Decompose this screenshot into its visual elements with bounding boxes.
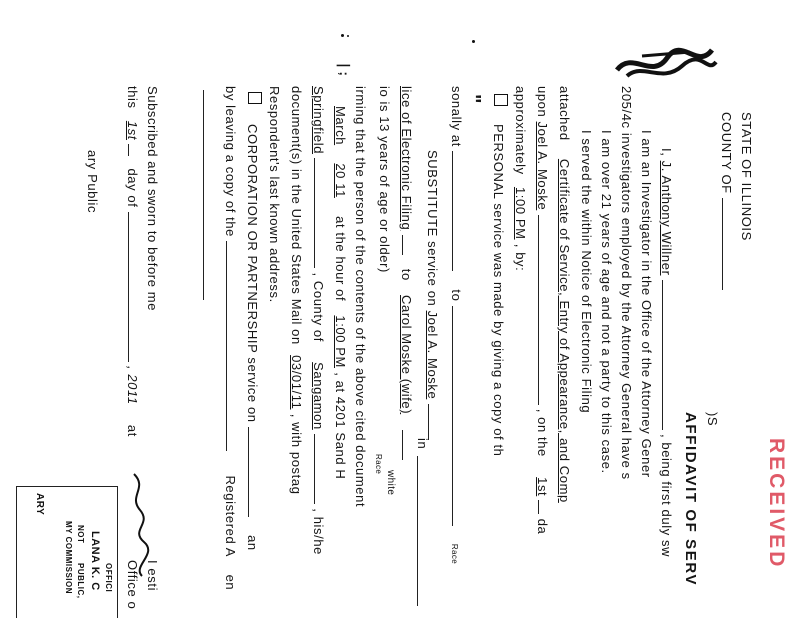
age-qualification-line: io is 13 years of age or older)	[377, 86, 392, 273]
stamp-ary: ARY	[34, 493, 45, 516]
affiant-line	[659, 148, 674, 557]
office-label: Office o	[125, 560, 140, 610]
last-known-line: Respondent's last known address.	[267, 86, 282, 303]
mail-date: 03/01/11	[289, 355, 304, 410]
city-line	[311, 86, 326, 555]
day-number: 1st	[535, 477, 550, 497]
hour-label: at the hour of	[333, 216, 348, 302]
affiant-prefix: I,	[659, 148, 674, 157]
stamp-not: NOT	[76, 525, 85, 544]
stamp-commission: MY COMMISSION	[64, 521, 73, 595]
substitute-name: Joel A. Moske	[425, 310, 440, 400]
day-of-blank	[128, 212, 140, 362]
affidavit-title: AFFIDAVIT OF SERV	[682, 412, 699, 587]
corporation-text: CORPORATION OR PARTNERSHIP service on	[245, 124, 260, 423]
substitute-race-label: Race	[374, 454, 383, 475]
hour-value: 1:00 PM	[333, 315, 348, 368]
corporation-an: an	[245, 535, 260, 551]
ss-mark: )S	[705, 412, 720, 427]
service-city: Springfield	[311, 86, 326, 155]
informing-text: irming that the person of the contents of the above cited document	[353, 86, 368, 508]
registered-label: Registered A	[223, 475, 238, 557]
notice-text: lice of Electronic Filing	[399, 86, 414, 231]
copy-line	[223, 86, 238, 590]
stamp-official: OFFICI	[104, 563, 113, 593]
stamp-public: PUBLIC,	[76, 563, 85, 599]
corporation-blank	[248, 427, 260, 517]
substitute-label: SUBSTITUTE service on	[425, 150, 440, 307]
this-day-line	[125, 86, 140, 437]
day-blank	[538, 500, 550, 514]
attached-documents: Certificate of Service, Entry of Appearance, and Comp	[557, 158, 572, 503]
personally-at-blank	[452, 151, 464, 271]
statute-line: 205/4c investigators employed by the Attorney General have s	[619, 86, 634, 480]
service-address: , at 4201 Sand H	[333, 372, 348, 480]
county-value: Sangamon	[311, 362, 326, 430]
day-of-label: day of	[125, 168, 140, 208]
personal-mark: "	[462, 94, 484, 105]
service-year: 20 11	[333, 163, 348, 198]
notice-line	[399, 86, 414, 460]
race-value: white	[385, 470, 396, 496]
personal-to-blank	[452, 306, 464, 526]
substitute-in: in	[415, 438, 430, 450]
corporation-service-checkbox[interactable]	[248, 92, 262, 104]
his-her-label: , his/he	[311, 508, 326, 555]
subscribed-day: 1st	[125, 120, 140, 141]
at-label: at	[125, 424, 140, 437]
affiant-suffix: , being first duly sw	[659, 433, 674, 558]
day-suffix: da	[535, 518, 550, 535]
substitute-heading	[425, 150, 440, 440]
personal-service-checkbox[interactable]	[494, 94, 508, 106]
state-heading: STATE OF ILLINOIS	[739, 112, 754, 241]
upon-line	[535, 86, 550, 534]
service-month: March	[333, 106, 348, 146]
upon-name: Joel A. Moske	[535, 121, 550, 211]
investigator-line: I am an Investigator in the Office of the Attorney Gener	[639, 130, 654, 478]
county-blank	[722, 198, 734, 290]
mail-line	[289, 86, 304, 495]
county-of-label: , County of	[311, 272, 326, 342]
stamp-name: LANA K. C	[89, 531, 101, 591]
city-blank	[314, 158, 326, 268]
served-line: I served the within Notice of Electronic Filing	[579, 130, 594, 414]
upon-label: upon	[535, 86, 550, 118]
notice-to: to	[399, 268, 414, 281]
attached-label: attached	[557, 86, 572, 141]
county-label: COUNTY OF	[719, 112, 734, 194]
county-value-blank	[314, 434, 326, 504]
in-blank	[417, 456, 418, 606]
mail-text: document(s) in the United States Mail on	[289, 86, 304, 345]
approximately-time: 1:00 PM	[513, 186, 528, 240]
this-label: this	[125, 86, 140, 109]
postage-label: , with postag	[289, 413, 304, 495]
copy-blank	[226, 241, 238, 451]
recipient-blank	[402, 430, 414, 460]
attached-line	[557, 86, 572, 503]
personally-at-line	[447, 86, 464, 564]
recipient-name: Carol Moske (wife)	[399, 295, 414, 415]
informing-line	[353, 86, 368, 507]
esti-label: I esti	[145, 560, 160, 592]
date-line	[333, 96, 348, 479]
county-heading	[719, 112, 734, 290]
notary-signature	[126, 470, 152, 580]
subscribed-line: Subscribed and sworn to before me	[145, 86, 160, 312]
affiant-name: J. Anthony Willner	[659, 160, 674, 276]
personal-to-label: to	[449, 289, 464, 302]
notary-public-label: ary Public	[85, 150, 100, 214]
corporation-line	[245, 124, 260, 551]
notice-blank	[402, 235, 414, 255]
section-rule	[203, 90, 204, 300]
tick-mark: ❘;	[337, 60, 352, 77]
personal-race-label: Race	[450, 543, 459, 565]
upon-blank	[538, 215, 550, 405]
age-line: I am over 21 years of age and not a party to this case.	[599, 130, 614, 474]
approximately-line	[513, 86, 528, 271]
personal-service-line: PERSONAL service was made by giving a copy of th	[491, 124, 506, 457]
subscribed-year: , 2011	[125, 365, 140, 405]
personally-at-label: sonally at	[449, 86, 464, 147]
approximately-label: approximately	[513, 86, 528, 175]
notary-stamp	[16, 486, 118, 618]
by-label: , by:	[513, 243, 528, 272]
subscribed-day-blank	[128, 144, 140, 156]
received-stamp: RECEIVED	[765, 438, 788, 570]
copy-text: by leaving a copy of the	[223, 86, 238, 237]
registered-en: en	[223, 574, 238, 591]
on-the-label: , on the	[535, 408, 550, 457]
affiant-blank	[662, 280, 674, 430]
substitute-blank	[428, 404, 440, 440]
